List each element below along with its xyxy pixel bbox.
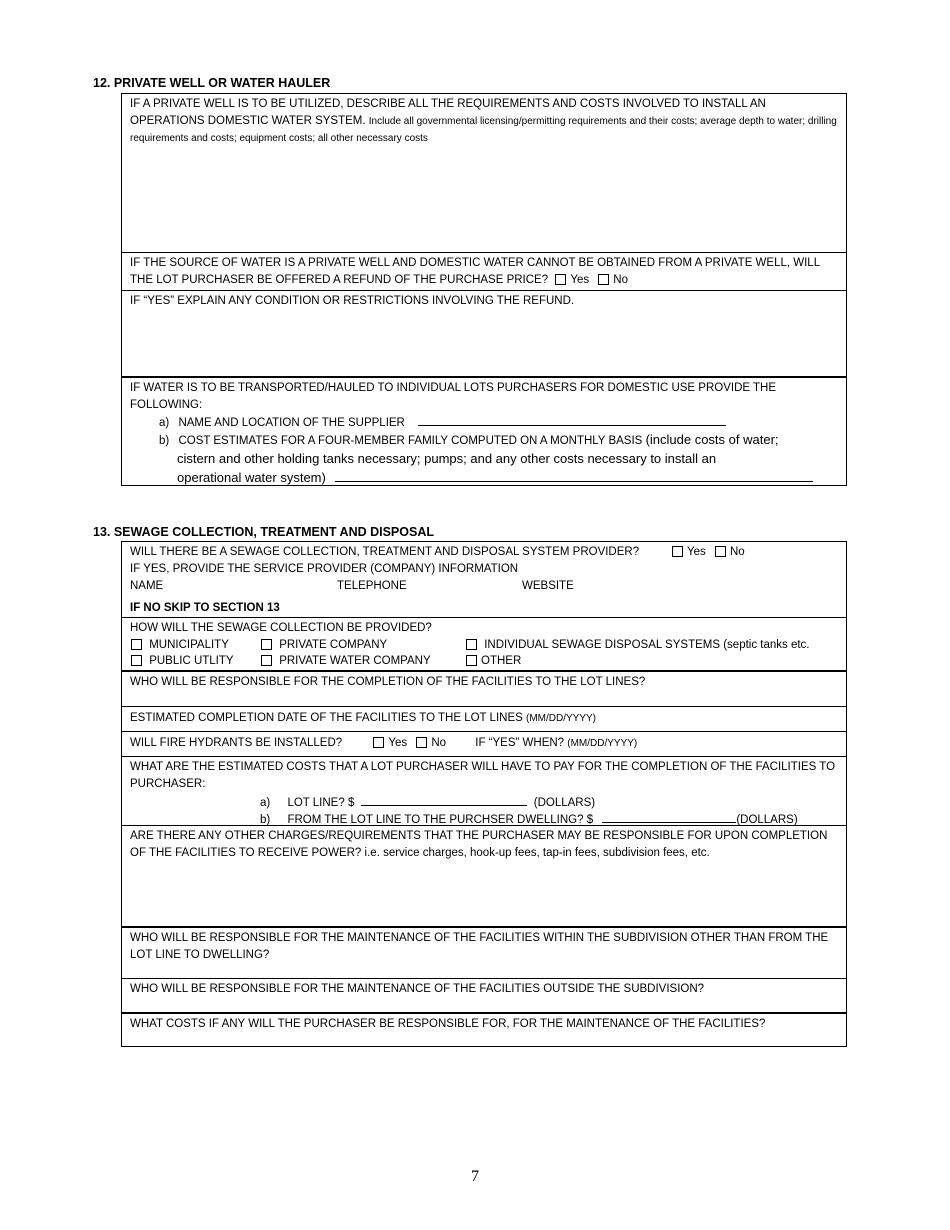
provider-website-label: WEBSITE (522, 580, 574, 592)
supplier-item (159, 413, 726, 432)
opt-other (466, 653, 521, 670)
cost-dwelling-input[interactable] (602, 810, 736, 823)
water-hauler-row (122, 376, 846, 485)
cost-lot-line-input[interactable] (361, 793, 527, 806)
refund-no-label: No (613, 274, 628, 286)
section-13-box (121, 541, 847, 1047)
other-charges-field[interactable] (122, 825, 846, 926)
private-water-label: PRIVATE WATER COMPANY (279, 655, 431, 667)
cost-dwelling-label: b) (260, 814, 271, 826)
refund-no-checkbox[interactable] (598, 274, 609, 285)
cost-estimate-item (159, 431, 779, 450)
hydrants-no-label: No (431, 737, 447, 749)
completion-date-format: (MM/DD/YYYY) (525, 713, 596, 724)
well-requirements-field[interactable] (122, 94, 846, 252)
refund-question-line1: IF THE SOURCE OF WATER IS A PRIVATE WELL AND DOMESTIC WATER CANNOT BE OBTAINED FROM A PRIVATE WELL, WILL (130, 257, 821, 269)
individual-systems-detail: (septic tanks etc. (723, 639, 810, 651)
cost-estimate-line2: cistern and other holding tanks necessary; pumps; and any other costs necessary to install an (177, 451, 717, 466)
maintenance-within-line1: WHO WILL BE RESPONSIBLE FOR THE MAINTENANCE OF THE FACILITIES WITHIN THE SUBDIVISION OTHER THAN FROM THE (130, 932, 829, 944)
completion-date-field[interactable] (122, 706, 846, 731)
supplier-item-label: a) (159, 417, 170, 429)
public-utility-label: PUBLIC UTLITY (149, 655, 234, 667)
maintenance-costs-field[interactable] (122, 1012, 846, 1046)
cost-lot-line-dollars: (DOLLARS) (533, 797, 596, 809)
cost-estimate-text: COST ESTIMATES FOR A FOUR-MEMBER FAMILY COMPUTED ON A MONTHLY BASIS (178, 435, 643, 447)
section-12-title: 12. PRIVATE WELL OR WATER HAULER (93, 76, 331, 90)
maintenance-outside-field[interactable] (122, 978, 846, 1012)
cost-lot-line-text: LOT LINE? $ (287, 797, 355, 809)
opt-private-water (261, 653, 431, 670)
other-charges-detail: i.e. service charges, hook-up fees, tap-in fees, subdivision fees, etc. (364, 847, 710, 859)
individual-systems-checkbox[interactable] (466, 639, 477, 650)
fire-hydrants-question: WILL FIRE HYDRANTS BE INSTALLED? (130, 737, 343, 749)
cost-dwelling-text: FROM THE LOT LINE TO THE PURCHSER DWELLING? $ (287, 814, 594, 826)
provider-question: WILL THERE BE A SEWAGE COLLECTION, TREATMENT AND DISPOSAL SYSTEM PROVIDER? (130, 546, 640, 558)
supplier-item-text: NAME AND LOCATION OF THE SUPPLIER (178, 417, 405, 429)
estimated-costs-row (122, 756, 846, 825)
maintenance-within-line2: LOT LINE TO DWELLING? (130, 949, 270, 961)
cost-estimate-line3: operational water system) (177, 470, 326, 485)
supplier-input-line[interactable] (418, 413, 726, 426)
municipality-checkbox[interactable] (131, 639, 142, 650)
fire-hydrants-row (122, 731, 846, 756)
municipality-label: MUNICIPALITY (149, 639, 229, 651)
section-13-title: 13. SEWAGE COLLECTION, TREATMENT AND DISPOSAL (93, 525, 434, 539)
cost-estimate-label: b) (159, 435, 170, 447)
opt-public-utility (131, 653, 234, 670)
provider-telephone-label: TELEPHONE (337, 580, 407, 592)
opt-individual (466, 637, 810, 654)
provider-no-checkbox[interactable] (715, 546, 726, 557)
provider-subquestion: IF YES, PROVIDE THE SERVICE PROVIDER (COMPANY) INFORMATION (130, 563, 519, 575)
well-requirements-detail: Include all governmental licensing/permitting requirements and their costs; average depth to water; drilling requirements and costs; equipment costs; all other necessary costs (130, 116, 837, 144)
completion-date-question: ESTIMATED COMPLETION DATE OF THE FACILITIES TO THE LOT LINES (130, 712, 523, 724)
provider-yes-checkbox[interactable] (672, 546, 683, 557)
completion-responsible-field[interactable] (122, 670, 846, 706)
hydrants-yes-label: Yes (388, 737, 408, 749)
public-utility-checkbox[interactable] (131, 655, 142, 666)
refund-conditions-question: IF “YES” EXPLAIN ANY CONDITION OR RESTRICTIONS INVOLVING THE REFUND. (130, 295, 575, 307)
refund-yes-checkbox[interactable] (555, 274, 566, 285)
cost-estimate-detail: (include costs of water; (645, 432, 779, 447)
provider-no-label: No (729, 546, 745, 558)
maintenance-costs-question: WHAT COSTS IF ANY WILL THE PURCHASER BE RESPONSIBLE FOR, FOR THE MAINTENANCE OF THE FACILITIES? (130, 1018, 766, 1030)
refund-question-row (122, 252, 846, 290)
provider-row (122, 542, 846, 617)
estimated-costs-line2: PURCHASER: (130, 778, 206, 790)
opt-municipality (131, 637, 229, 654)
maintenance-within-field[interactable] (122, 926, 846, 978)
cost-dwelling-dollars: (DOLLARS) (736, 814, 798, 826)
collection-method-question: HOW WILL THE SEWAGE COLLECTION BE PROVIDED? (130, 622, 432, 634)
opt-private-company (261, 637, 387, 654)
refund-question-line2: THE LOT PURCHASER BE OFFERED A REFUND OF THE PURCHASE PRICE? (130, 274, 549, 286)
water-hauler-line1: IF WATER IS TO BE TRANSPORTED/HAULED TO INDIVIDUAL LOTS PURCHASERS FOR DOMESTIC USE PROVIDE THE (130, 382, 777, 394)
maintenance-outside-question: WHO WILL BE RESPONSIBLE FOR THE MAINTENANCE OF THE FACILITIES OUTSIDE THE SUBDIVISION? (130, 983, 705, 995)
other-charges-line1: ARE THERE ANY OTHER CHARGES/REQUIREMENTS THAT THE PURCHASER MAY BE RESPONSIBLE FOR UPON COMPLETION (130, 830, 828, 842)
other-checkbox[interactable] (466, 655, 477, 666)
refund-yes-label: Yes (570, 274, 590, 286)
cost-estimate-input-line[interactable] (335, 471, 813, 482)
provider-options (672, 544, 745, 561)
private-company-checkbox[interactable] (261, 639, 272, 650)
other-label: OTHER (481, 655, 522, 667)
individual-systems-label: INDIVIDUAL SEWAGE DISPOSAL SYSTEMS (484, 639, 721, 651)
hydrants-when-label: IF “YES” WHEN? (475, 737, 565, 749)
hydrants-yes-checkbox[interactable] (373, 737, 384, 748)
hydrants-no-checkbox[interactable] (416, 737, 427, 748)
page-number: 7 (471, 1168, 479, 1185)
other-charges-line2: OF THE FACILITIES TO RECEIVE POWER? (130, 847, 362, 859)
water-hauler-line2: FOLLOWING: (130, 399, 203, 411)
well-requirements-question: IF A PRIVATE WELL IS TO BE UTILIZED, DESCRIBE ALL THE REQUIREMENTS AND COSTS INVOLVED TO INSTALL AN OPERATIONS DOMESTIC WATER SYSTEM. (130, 98, 766, 127)
estimated-costs-line1: WHAT ARE THE ESTIMATED COSTS THAT A LOT PURCHASER WILL HAVE TO PAY FOR THE COMPLETION OF THE FACILITIES TO (130, 761, 836, 773)
private-company-label: PRIVATE COMPANY (279, 639, 388, 651)
skip-note: IF NO SKIP TO SECTION 13 (130, 602, 280, 614)
private-water-checkbox[interactable] (261, 655, 272, 666)
provider-name-label: NAME (130, 580, 164, 592)
cost-lot-line-label: a) (260, 797, 271, 809)
provider-yes-label: Yes (687, 546, 706, 558)
completion-responsible-question: WHO WILL BE RESPONSIBLE FOR THE COMPLETION OF THE FACILITIES TO THE LOT LINES? (130, 676, 646, 688)
section-12-box (121, 93, 847, 486)
refund-conditions-field[interactable] (122, 290, 846, 376)
cost-estimate-line3-wrap (177, 469, 813, 486)
hydrants-date-format: (MM/DD/YYYY) (567, 738, 638, 749)
collection-method-row (122, 617, 846, 670)
